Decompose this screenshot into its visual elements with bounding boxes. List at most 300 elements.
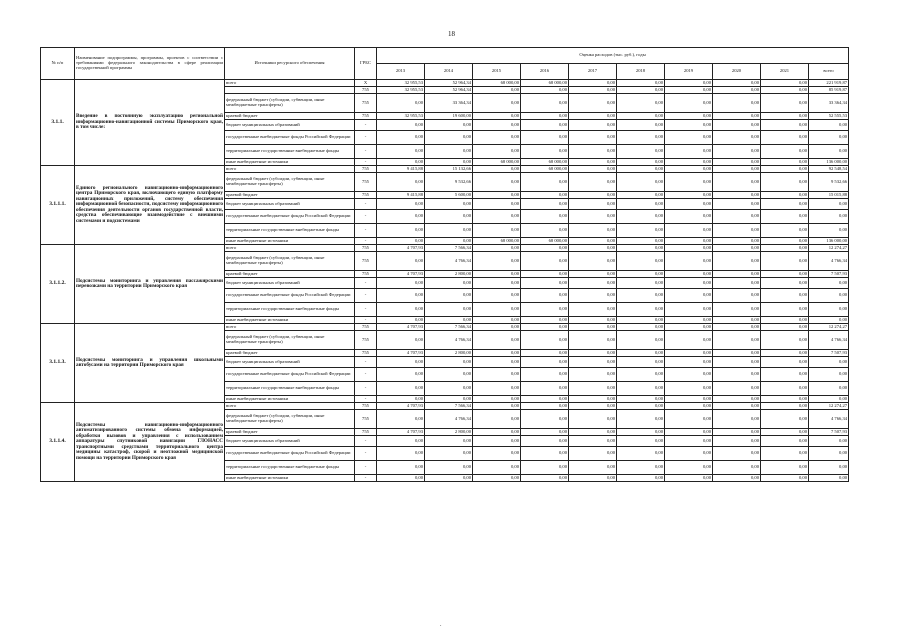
year-value: 0,00 xyxy=(521,350,569,357)
funding-source: территориальные государственные внебюджетные фонды xyxy=(225,461,355,475)
grbs-code: - xyxy=(355,278,377,289)
year-value: 0,00 xyxy=(713,210,761,224)
total-value: 9 532,66 xyxy=(809,173,849,192)
year-value: 0,00 xyxy=(521,357,569,368)
grbs-code: - xyxy=(355,199,377,210)
year-value: 0,00 xyxy=(377,199,425,210)
table-row xyxy=(41,166,849,173)
total-value: 221 919,87 xyxy=(809,80,849,87)
year-value: 0,00 xyxy=(713,436,761,447)
grbs-code: 755 xyxy=(355,94,377,113)
year-value: 0,00 xyxy=(761,436,809,447)
table-row xyxy=(41,403,849,410)
year-value: 0,00 xyxy=(617,173,665,192)
year-value: 0,00 xyxy=(377,238,425,245)
header-year: 2020 xyxy=(713,64,761,80)
header-source: Источники ресурсного обеспечения xyxy=(225,48,355,80)
year-value: 0,00 xyxy=(473,317,521,324)
year-value: 0,00 xyxy=(761,238,809,245)
year-value: 0,00 xyxy=(377,252,425,271)
year-value: 0,00 xyxy=(569,113,617,120)
year-value: 0,00 xyxy=(713,303,761,317)
year-value: 0,00 xyxy=(569,350,617,357)
year-value: 0,00 xyxy=(713,350,761,357)
grbs-code: - xyxy=(355,475,377,482)
year-value: 0,00 xyxy=(425,317,473,324)
total-value: 0,00 xyxy=(809,145,849,159)
year-value: 0,00 xyxy=(473,278,521,289)
year-value: 0,00 xyxy=(713,87,761,94)
grbs-code: - xyxy=(355,317,377,324)
year-value: 0,00 xyxy=(377,210,425,224)
year-value: 0,00 xyxy=(377,289,425,303)
total-value: 0,00 xyxy=(809,210,849,224)
year-value: 0,00 xyxy=(377,159,425,166)
year-value: 7 566,34 xyxy=(425,403,473,410)
item-code: 3.1.1.1. xyxy=(41,166,75,245)
year-value: 68 000,00 xyxy=(521,80,569,87)
year-value: 0,00 xyxy=(569,324,617,331)
funding-source: федеральный бюджет (субсидии, субвенции, иные межбюджетные трансферты) xyxy=(225,94,355,113)
year-value: 0,00 xyxy=(473,382,521,396)
year-value: 0,00 xyxy=(569,238,617,245)
grbs-code: 755 xyxy=(355,192,377,199)
year-value: 4 707,93 xyxy=(377,429,425,436)
year-value: 4 766,34 xyxy=(425,252,473,271)
funding-source: всего xyxy=(225,166,355,173)
year-value: 0,00 xyxy=(473,436,521,447)
total-value: 12 274,27 xyxy=(809,245,849,252)
funding-source: федеральный бюджет (субсидии, субвенции, иные межбюджетные трансферты) xyxy=(225,331,355,350)
year-value: 0,00 xyxy=(569,331,617,350)
year-value: 0,00 xyxy=(425,199,473,210)
year-value: 0,00 xyxy=(521,436,569,447)
funding-source: бюджет муниципальных образований xyxy=(225,357,355,368)
year-value: 0,00 xyxy=(569,429,617,436)
year-value: 0,00 xyxy=(665,192,713,199)
year-value: 0,00 xyxy=(569,159,617,166)
table-header xyxy=(41,48,849,80)
total-value: 12 274,27 xyxy=(809,403,849,410)
header-year: 2016 xyxy=(521,64,569,80)
header-year: 2017 xyxy=(569,64,617,80)
year-value: 0,00 xyxy=(713,382,761,396)
year-value: 0,00 xyxy=(713,245,761,252)
year-value: 0,00 xyxy=(713,131,761,145)
year-value: 0,00 xyxy=(713,159,761,166)
year-value: 0,00 xyxy=(425,278,473,289)
year-value: 0,00 xyxy=(425,224,473,238)
year-value: 0,00 xyxy=(617,396,665,403)
year-value: 9 415,88 xyxy=(377,166,425,173)
year-value: 0,00 xyxy=(665,317,713,324)
year-value: 0,00 xyxy=(617,357,665,368)
year-value: 0,00 xyxy=(665,113,713,120)
year-value: 0,00 xyxy=(713,396,761,403)
grbs-code: 755 xyxy=(355,271,377,278)
year-value: 0,00 xyxy=(473,429,521,436)
funding-source: бюджет муниципальных образований xyxy=(225,436,355,447)
year-value: 0,00 xyxy=(761,252,809,271)
year-value: 0,00 xyxy=(473,252,521,271)
year-value: 0,00 xyxy=(617,94,665,113)
funding-source: краевой бюджет xyxy=(225,113,355,120)
year-value: 4 766,34 xyxy=(425,410,473,429)
year-value: 0,00 xyxy=(761,120,809,131)
year-value: 68 000,00 xyxy=(521,238,569,245)
item-name: Подсистемы навигационно-информационного автоматизированного системы обмена информацией, обработки вызовов и управления с использованием аппаратуры спутниковой навигации ГЛОНАСС транспортными средствами территориального центра медицины катастроф, скорой и неотложной медицинской помощи на территории Приморского края xyxy=(75,403,225,482)
total-value: 136 000,00 xyxy=(809,238,849,245)
year-value: 0,00 xyxy=(569,271,617,278)
year-value: 0,00 xyxy=(617,429,665,436)
year-value: 0,00 xyxy=(473,87,521,94)
year-value: 0,00 xyxy=(617,159,665,166)
year-value: 0,00 xyxy=(521,145,569,159)
year-value: 0,00 xyxy=(521,210,569,224)
year-value: 0,00 xyxy=(761,166,809,173)
year-value: 0,00 xyxy=(473,145,521,159)
year-value: 0,00 xyxy=(665,382,713,396)
year-value: 68 000,00 xyxy=(521,159,569,166)
year-value: 0,00 xyxy=(617,192,665,199)
year-value: 0,00 xyxy=(569,436,617,447)
year-value: 0,00 xyxy=(521,447,569,461)
funding-source: всего xyxy=(225,245,355,252)
table-body xyxy=(41,80,849,482)
year-value: 0,00 xyxy=(377,475,425,482)
year-value: 0,00 xyxy=(377,94,425,113)
year-value: 0,00 xyxy=(473,461,521,475)
year-value: 0,00 xyxy=(761,403,809,410)
year-value: 0,00 xyxy=(377,396,425,403)
funding-source: федеральный бюджет (субсидии, субвенции, иные межбюджетные трансферты) xyxy=(225,410,355,429)
year-value: 0,00 xyxy=(473,245,521,252)
year-value: 0,00 xyxy=(713,252,761,271)
year-value: 0,00 xyxy=(617,350,665,357)
year-value: 0,00 xyxy=(521,224,569,238)
year-value: 0,00 xyxy=(425,436,473,447)
year-value: 0,00 xyxy=(713,357,761,368)
year-value: 0,00 xyxy=(569,368,617,382)
grbs-code: 755 xyxy=(355,331,377,350)
year-value: 0,00 xyxy=(665,436,713,447)
year-value: 0,00 xyxy=(377,357,425,368)
year-value: 0,00 xyxy=(713,145,761,159)
grbs-code: - xyxy=(355,145,377,159)
year-value: 0,00 xyxy=(617,199,665,210)
year-value: 0,00 xyxy=(617,131,665,145)
year-value: 0,00 xyxy=(569,278,617,289)
item-code: 3.1.1.4. xyxy=(41,403,75,482)
year-value: 2 800,00 xyxy=(425,429,473,436)
year-value: 0,00 xyxy=(425,447,473,461)
year-value: 0,00 xyxy=(377,368,425,382)
year-value: 0,00 xyxy=(665,403,713,410)
year-value: 0,00 xyxy=(377,410,425,429)
year-value: 0,00 xyxy=(713,224,761,238)
year-value: 0,00 xyxy=(521,461,569,475)
grbs-code: - xyxy=(355,447,377,461)
year-value: 0,00 xyxy=(665,199,713,210)
year-value: 0,00 xyxy=(473,120,521,131)
year-value: 0,00 xyxy=(473,331,521,350)
grbs-code: 755 xyxy=(355,173,377,192)
year-value: 15 132,66 xyxy=(425,166,473,173)
total-value: 7 507,93 xyxy=(809,271,849,278)
grbs-code: - xyxy=(355,120,377,131)
year-value: 52 964,34 xyxy=(425,80,473,87)
funding-source: всего xyxy=(225,403,355,410)
year-value: 0,00 xyxy=(425,159,473,166)
year-value: 0,00 xyxy=(713,271,761,278)
year-value: 0,00 xyxy=(425,357,473,368)
year-value: 0,00 xyxy=(521,396,569,403)
year-value: 0,00 xyxy=(713,238,761,245)
total-value: 0,00 xyxy=(809,303,849,317)
year-value: 4 766,34 xyxy=(425,331,473,350)
year-value: 0,00 xyxy=(713,475,761,482)
funding-source: всего xyxy=(225,80,355,87)
year-value: 68 000,00 xyxy=(521,166,569,173)
year-value: 0,00 xyxy=(521,94,569,113)
year-value: 0,00 xyxy=(521,331,569,350)
year-value: 0,00 xyxy=(713,289,761,303)
year-value: 33 364,34 xyxy=(425,94,473,113)
year-value: 5 600,00 xyxy=(425,192,473,199)
year-value: 0,00 xyxy=(761,94,809,113)
year-value: 0,00 xyxy=(665,210,713,224)
year-value: 0,00 xyxy=(617,210,665,224)
grbs-code: - xyxy=(355,436,377,447)
year-value: 0,00 xyxy=(473,210,521,224)
year-value: 0,00 xyxy=(473,324,521,331)
year-value: 0,00 xyxy=(713,278,761,289)
year-value: 0,00 xyxy=(761,317,809,324)
year-value: 0,00 xyxy=(617,252,665,271)
year-value: 0,00 xyxy=(521,131,569,145)
year-value: 0,00 xyxy=(665,80,713,87)
item-code: 3.1.1.3. xyxy=(41,324,75,403)
year-value: 0,00 xyxy=(521,192,569,199)
item-code: 3.1.1. xyxy=(41,80,75,166)
year-value: 0,00 xyxy=(713,324,761,331)
year-value: 0,00 xyxy=(761,210,809,224)
funding-source: краевой бюджет xyxy=(225,350,355,357)
total-value: 136 000,00 xyxy=(809,159,849,166)
year-value: 0,00 xyxy=(761,80,809,87)
year-value: 0,00 xyxy=(761,224,809,238)
grbs-code: - xyxy=(355,396,377,403)
year-value: 0,00 xyxy=(665,238,713,245)
year-value: 0,00 xyxy=(521,245,569,252)
year-value: 68 000,00 xyxy=(473,238,521,245)
year-value: 0,00 xyxy=(665,87,713,94)
year-value: 0,00 xyxy=(713,317,761,324)
funding-source: иные внебюджетные источники xyxy=(225,159,355,166)
year-value: 0,00 xyxy=(521,173,569,192)
total-value: 0,00 xyxy=(809,396,849,403)
grbs-code: - xyxy=(355,210,377,224)
year-value: 0,00 xyxy=(761,159,809,166)
funding-source: иные внебюджетные источники xyxy=(225,238,355,245)
year-value: 4 707,93 xyxy=(377,271,425,278)
total-value: 0,00 xyxy=(809,461,849,475)
year-value: 0,00 xyxy=(617,317,665,324)
year-value: 0,00 xyxy=(473,224,521,238)
year-value: 0,00 xyxy=(473,113,521,120)
year-value: 0,00 xyxy=(521,289,569,303)
total-value: 7 507,93 xyxy=(809,429,849,436)
year-value: 0,00 xyxy=(617,436,665,447)
year-value: 0,00 xyxy=(665,173,713,192)
year-value: 0,00 xyxy=(473,357,521,368)
year-value: 0,00 xyxy=(761,429,809,436)
total-value: 85 919,87 xyxy=(809,87,849,94)
year-value: 0,00 xyxy=(617,324,665,331)
year-value: 0,00 xyxy=(617,382,665,396)
header-year: 2021 xyxy=(761,64,809,80)
year-value: 0,00 xyxy=(569,303,617,317)
year-value: 9 415,88 xyxy=(377,192,425,199)
year-value: 0,00 xyxy=(521,303,569,317)
year-value: 0,00 xyxy=(665,331,713,350)
year-value: 0,00 xyxy=(617,461,665,475)
year-value: 0,00 xyxy=(665,159,713,166)
total-value: 0,00 xyxy=(809,120,849,131)
year-value: 0,00 xyxy=(761,192,809,199)
year-value: 0,00 xyxy=(665,224,713,238)
year-value: 0,00 xyxy=(665,252,713,271)
year-value: 0,00 xyxy=(665,324,713,331)
year-value: 0,00 xyxy=(473,475,521,482)
year-value: 0,00 xyxy=(473,403,521,410)
total-value: 0,00 xyxy=(809,289,849,303)
year-value: 0,00 xyxy=(569,475,617,482)
year-value: 0,00 xyxy=(617,475,665,482)
grbs-code: 755 xyxy=(355,410,377,429)
year-value: 4 707,93 xyxy=(377,403,425,410)
header-year: 2015 xyxy=(473,64,521,80)
year-value: 0,00 xyxy=(761,357,809,368)
funding-source xyxy=(225,87,355,94)
year-value: 0,00 xyxy=(569,403,617,410)
grbs-code: 755 xyxy=(355,252,377,271)
year-value: 0,00 xyxy=(761,324,809,331)
year-value: 0,00 xyxy=(569,145,617,159)
year-value: 0,00 xyxy=(569,166,617,173)
year-value: 0,00 xyxy=(761,461,809,475)
year-value: 0,00 xyxy=(665,357,713,368)
year-value: 0,00 xyxy=(665,350,713,357)
year-value: 0,00 xyxy=(569,210,617,224)
year-value: 0,00 xyxy=(377,331,425,350)
year-value: 0,00 xyxy=(521,324,569,331)
year-value: 0,00 xyxy=(521,410,569,429)
year-value: 0,00 xyxy=(473,350,521,357)
year-value: 0,00 xyxy=(569,396,617,403)
year-value: 0,00 xyxy=(377,224,425,238)
year-value: 0,00 xyxy=(665,410,713,429)
table-row xyxy=(41,80,849,87)
year-value: 0,00 xyxy=(761,303,809,317)
footer-mark: . xyxy=(440,622,442,628)
funding-source: бюджет муниципальных образований xyxy=(225,199,355,210)
year-value: 0,00 xyxy=(617,145,665,159)
year-value: 0,00 xyxy=(569,289,617,303)
total-value: 0,00 xyxy=(809,382,849,396)
item-code: 3.1.1.2. xyxy=(41,245,75,324)
header-name: Наименование подпрограммы, программы, проектов с соответствии с требованиями федерального законодательства в сфере реализации государственной программы xyxy=(75,48,225,80)
page-number: 18 xyxy=(448,30,455,38)
funding-source: территориальные государственные внебюджетные фонды xyxy=(225,145,355,159)
year-value: 0,00 xyxy=(377,120,425,131)
total-value: 33 364,34 xyxy=(809,94,849,113)
year-value: 0,00 xyxy=(713,331,761,350)
year-value: 0,00 xyxy=(569,131,617,145)
year-value: 0,00 xyxy=(425,461,473,475)
year-value: 32 955,53 xyxy=(377,113,425,120)
year-value: 0,00 xyxy=(521,199,569,210)
year-value: 4 707,93 xyxy=(377,324,425,331)
funding-source: государственные внебюджетные фонды Российской Федерации xyxy=(225,289,355,303)
year-value: 0,00 xyxy=(617,278,665,289)
year-value: 0,00 xyxy=(665,475,713,482)
year-value: 0,00 xyxy=(761,199,809,210)
funding-source: федеральный бюджет (субсидии, субвенции, иные межбюджетные трансферты) xyxy=(225,173,355,192)
year-value: 0,00 xyxy=(617,410,665,429)
funding-source: иные внебюджетные источники xyxy=(225,317,355,324)
grbs-code: - xyxy=(355,461,377,475)
total-value: 0,00 xyxy=(809,199,849,210)
year-value: 0,00 xyxy=(569,94,617,113)
year-value: 0,00 xyxy=(521,317,569,324)
year-value: 0,00 xyxy=(473,271,521,278)
year-value: 0,00 xyxy=(761,245,809,252)
year-value: 0,00 xyxy=(569,447,617,461)
funding-source: территориальные государственные внебюджетные фонды xyxy=(225,224,355,238)
grbs-code: 755 xyxy=(355,429,377,436)
total-value: 0,00 xyxy=(809,368,849,382)
grbs-code: - xyxy=(355,131,377,145)
year-value: 0,00 xyxy=(521,87,569,94)
total-value: 4 766,34 xyxy=(809,252,849,271)
year-value: 0,00 xyxy=(761,145,809,159)
total-value: 92 548,54 xyxy=(809,166,849,173)
total-value: 0,00 xyxy=(809,278,849,289)
year-value: 0,00 xyxy=(761,410,809,429)
year-value: 7 566,34 xyxy=(425,245,473,252)
header-estimate: Оценка расходов (тыс. руб.), годы xyxy=(377,48,849,64)
year-value: 0,00 xyxy=(617,271,665,278)
year-value: 9 532,66 xyxy=(425,173,473,192)
year-value: 32 955,53 xyxy=(377,80,425,87)
year-value: 0,00 xyxy=(425,145,473,159)
year-value: 0,00 xyxy=(569,461,617,475)
year-value: 0,00 xyxy=(617,87,665,94)
year-value: 0,00 xyxy=(617,245,665,252)
funding-source: всего xyxy=(225,324,355,331)
funding-source: территориальные государственные внебюджетные фонды xyxy=(225,303,355,317)
year-value: 0,00 xyxy=(569,252,617,271)
grbs-code: 755 xyxy=(355,324,377,331)
funding-source: краевой бюджет xyxy=(225,271,355,278)
header-num: № п/п xyxy=(41,48,75,80)
year-value: 0,00 xyxy=(713,403,761,410)
year-value: 7 566,34 xyxy=(425,324,473,331)
year-value: 0,00 xyxy=(713,192,761,199)
year-value: 0,00 xyxy=(425,368,473,382)
year-value: 0,00 xyxy=(521,113,569,120)
